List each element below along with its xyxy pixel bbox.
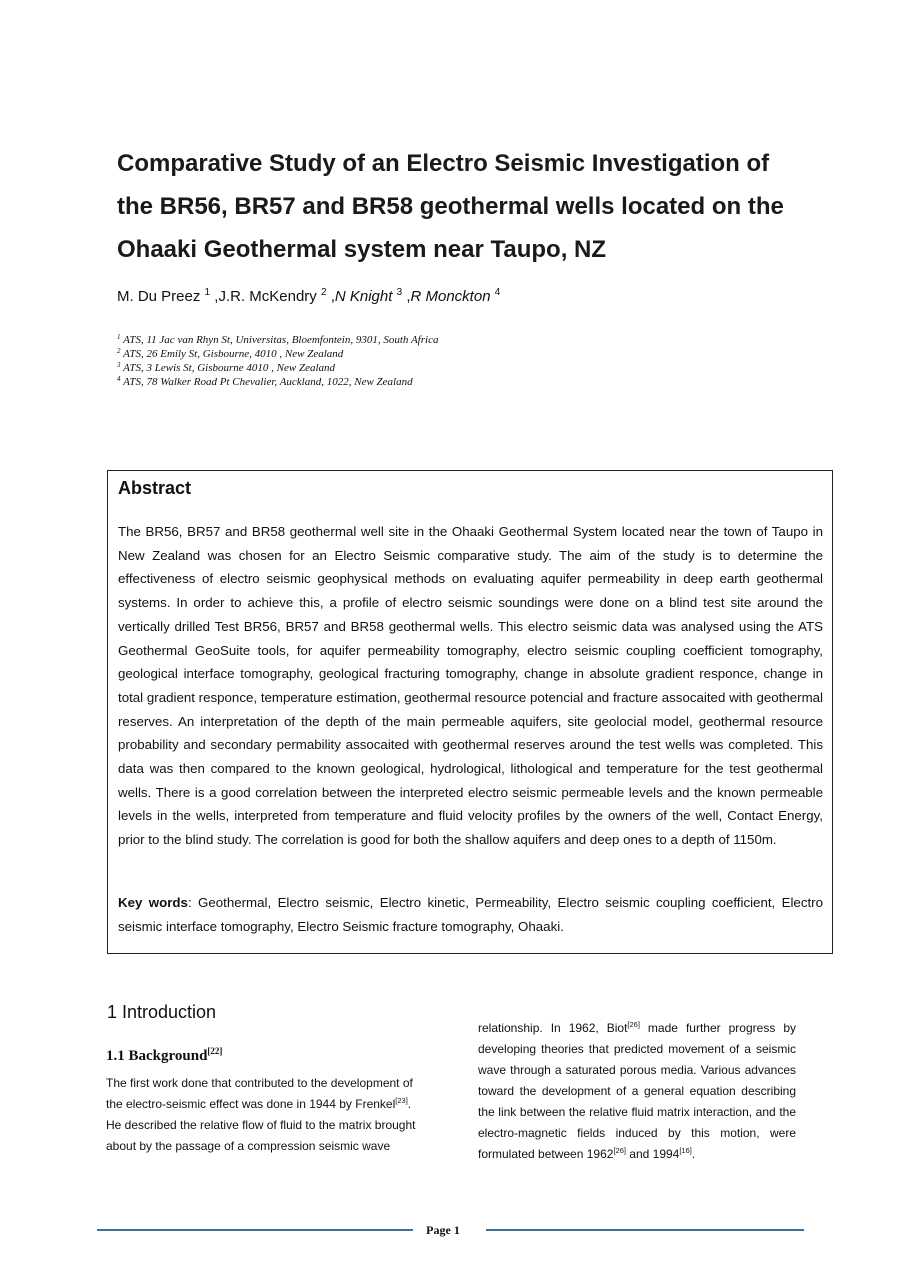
author-name: J.R. McKendry	[218, 288, 317, 305]
affiliation-text: ATS, 26 Emily St, Gisbourne, 4010 , New Zealand	[123, 348, 344, 360]
abstract-heading: Abstract	[118, 478, 192, 498]
author-affiliation-marker: 2	[320, 287, 327, 298]
citation-ref: [23]	[395, 1096, 408, 1105]
subsection-heading-background	[106, 1048, 222, 1065]
author-name: M. Du Preez	[117, 288, 201, 305]
body-text: made further progress by developing theories that predicted movement of a seismic wave through a saturated porous media. Various advances toward the development of a general equation describing the link between the relative fluid matrix interaction, and the electro-magnetic fields induced by this motion, were formulated between 1962	[478, 1021, 796, 1161]
citation-ref: [22]	[207, 1046, 223, 1056]
affiliation-list	[117, 333, 438, 389]
keywords-label: Key words	[118, 895, 188, 910]
intro-left-column	[106, 1073, 426, 1157]
body-text: The first work done that contributed to the development of the electro-seismic effect was done in 1944 by Frenkel	[106, 1076, 413, 1111]
author-separator: ,	[214, 288, 219, 305]
section-heading-introduction: 1 Introduction	[107, 1002, 217, 1022]
footer-rule-left	[97, 1229, 413, 1231]
body-text: and 1994	[625, 1147, 680, 1161]
abstract-body: The BR56, BR57 and BR58 geothermal well site in the Ohaaki Geothermal System located near the town of Taupo in New Zealand was chosen for an Electro Seismic comparative study. The aim of the study is to determine the effectiveness of electro seismic geophysical methods on evaluating aquifer permeability in deep earth geothermal systems. In order to achieve this, a profile of electro seismic soundings were done on a blind test site around the vertically drilled Test BR56, BR57 and BR58 geothermal wells. This electro seismic data was analysed using the ATS Geothermal GeoSuite tools, for aquifer permeability tomography, electro seismic coupling coefficient tomography, geological interface tomography, geological fracturing tomography, change in absolute gradient responce, change in total gradient responce, temperature estimation, geothermal resource potencial and fracture assocaited with geothermal reserves. An interpretation of the depth of the main permeable aquifers, site geolocial model, geothermal resource probability and secondary permability assocaited with geothermal reserves around the test wells was completed. This data was then compared to the known geological, hydrological, lithological and temperature for the test geothermal wells. There is a good correlation between the interpreted electro seismic permeable levels and the known permeable levels in the wells, interpreted from temperature and fluid velocity profiles by the owners of the well, Contact Energy, prior to the blind study. The correlation is good for both the shallow aquifers and deep ones to a depth of 1150m.	[118, 524, 823, 848]
author-separator: ,	[330, 288, 335, 305]
affiliation-marker: 4	[117, 375, 121, 383]
subsection-title: 1.1 Background	[106, 1048, 208, 1064]
footer-rule-right	[486, 1229, 804, 1231]
paper-title	[117, 142, 837, 271]
body-text: relationship. In 1962, Biot	[478, 1021, 628, 1035]
affiliation-text: ATS, 3 Lewis St, Gisbourne 4010 , New Zealand	[123, 362, 336, 374]
author-affiliation-marker: 1	[204, 287, 211, 298]
affiliation-marker: 3	[117, 361, 121, 369]
author-name: N Knight	[334, 288, 393, 305]
author-separator: ,	[406, 288, 411, 305]
affiliation-item	[117, 347, 438, 361]
body-text: . He described the relative flow of fluid to the matrix brought about by the passage of a compression seismic wave	[106, 1097, 416, 1153]
intro-right-column	[478, 1018, 796, 1165]
title-line: Comparative Study of an Electro Seismic Investigation of	[117, 150, 770, 177]
author-list	[117, 288, 500, 305]
affiliation-item	[117, 375, 438, 389]
author-affiliation-marker: 4	[494, 287, 501, 298]
citation-ref: [26]	[627, 1020, 640, 1029]
affiliation-marker: 1	[117, 333, 121, 341]
keywords-text: : Geothermal, Electro seismic, Electro kinetic, Permeability, Electro seismic coupling coefficient, Electro seismic interface tomography, Electro Seismic fracture tomography, Ohaaki.	[118, 895, 823, 934]
citation-ref: [16]	[679, 1146, 692, 1155]
keywords	[118, 891, 823, 938]
body-text: .	[691, 1147, 696, 1161]
citation-ref: [26]	[613, 1146, 626, 1155]
affiliation-item	[117, 361, 438, 375]
author-name: R Monckton	[410, 288, 491, 305]
author-affiliation-marker: 3	[396, 287, 403, 298]
title-line: the BR56, BR57 and BR58 geothermal wells located on the	[117, 193, 784, 220]
affiliation-text: ATS, 78 Walker Road Pt Chevalier, Auckland, 1022, New Zealand	[123, 376, 413, 388]
title-line: Ohaaki Geothermal system near Taupo, NZ	[117, 236, 607, 263]
affiliation-marker: 2	[117, 347, 121, 355]
affiliation-item	[117, 333, 438, 347]
affiliation-text: ATS, 11 Jac van Rhyn St, Universitas, Bloemfontein, 9301, South Africa	[123, 334, 439, 346]
page-number: Page 1	[426, 1223, 460, 1237]
